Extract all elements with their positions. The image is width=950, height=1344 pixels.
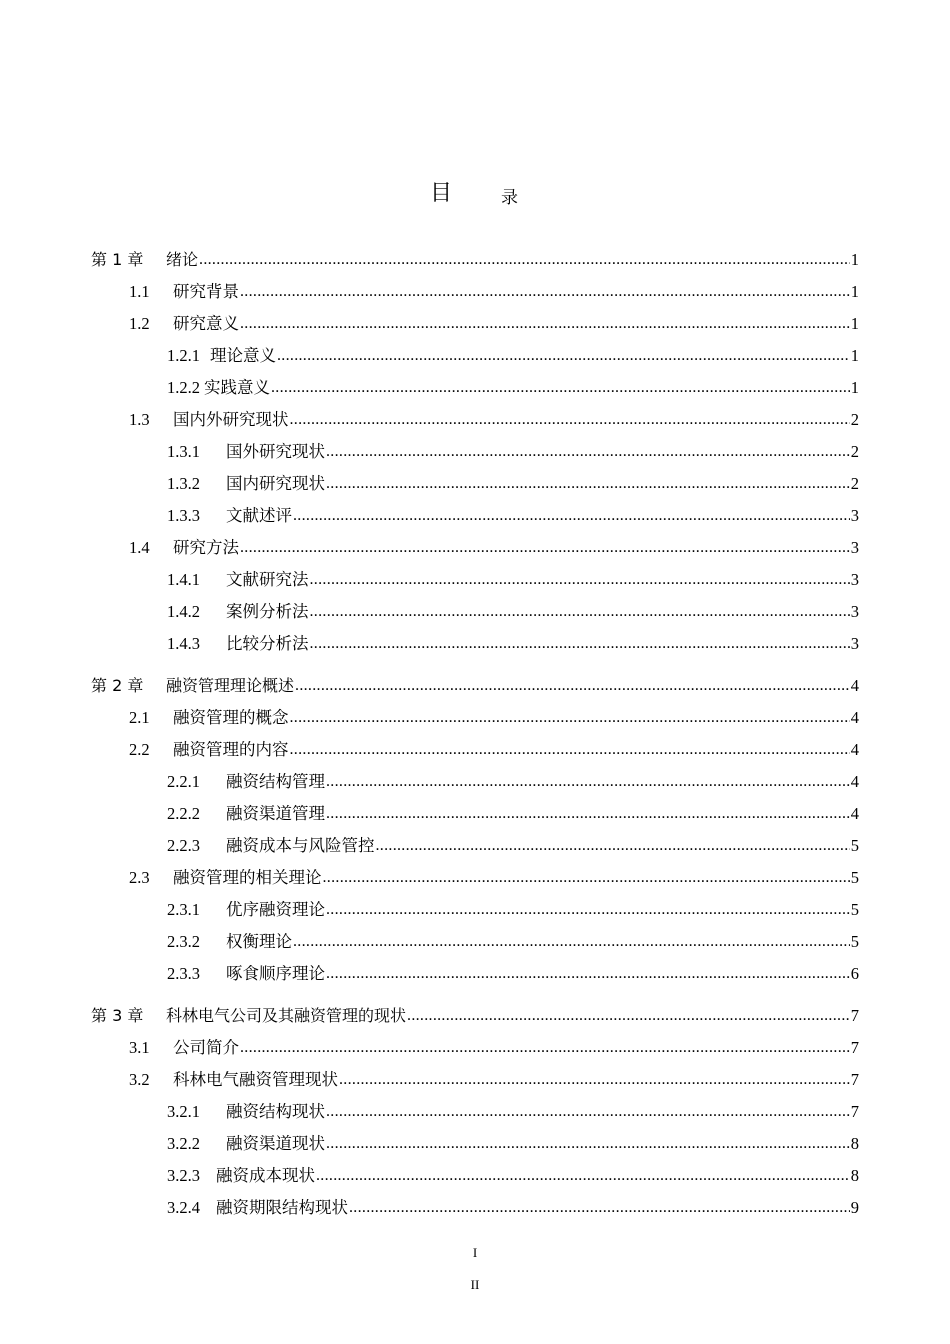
toc-dot-leader — [326, 900, 850, 920]
toc-entry-number: 1.1 — [129, 282, 150, 301]
toc-page-number: 4 — [850, 676, 859, 695]
toc-entry-title: 融资管理的相关理论 — [173, 868, 322, 887]
toc-page-number: 1 — [850, 282, 859, 301]
toc-dot-leader — [310, 602, 850, 622]
toc-dot-leader — [240, 314, 850, 334]
toc-page-number: 5 — [850, 900, 859, 919]
toc-entry-number: 3.2.3 — [167, 1166, 200, 1185]
toc-dot-leader — [290, 708, 850, 728]
toc-entry-number: 2.3.3 — [167, 964, 200, 983]
toc-section-entry[interactable] — [129, 534, 859, 558]
toc-page-number: 1 — [850, 314, 859, 333]
toc-section-entry[interactable] — [129, 864, 859, 888]
toc-entry-title: 理论意义 — [210, 346, 276, 365]
toc-subsection-entry[interactable] — [167, 1162, 859, 1186]
toc-entry-title: 研究意义 — [173, 314, 239, 333]
toc-page-number: 3 — [850, 602, 859, 621]
toc-entry-title: 融资成本与风险管控 — [226, 836, 375, 855]
toc-entry-number: 2.2 — [129, 740, 150, 759]
toc-entry-number: 2.3.1 — [167, 900, 200, 919]
toc-section-entry[interactable] — [129, 278, 859, 302]
toc-entry-number: 1.2 — [129, 314, 150, 333]
toc-subsection-entry[interactable] — [167, 598, 859, 622]
toc-entry-title: 案例分析法 — [226, 602, 309, 621]
toc-entry-number: 2.2.3 — [167, 836, 200, 855]
toc-dot-leader — [240, 538, 850, 558]
toc-entry-title: 研究背景 — [173, 282, 239, 301]
toc-dot-leader — [326, 964, 850, 984]
toc-entry-number: 1.3.1 — [167, 442, 200, 461]
page-number: I — [472, 1245, 478, 1260]
toc-entry-title: 融资管理理论概述 — [166, 676, 295, 695]
toc-entry-title: 国内外研究现状 — [173, 410, 289, 429]
toc-entry-title: 文献述评 — [226, 506, 292, 525]
toc-dot-leader — [326, 442, 850, 462]
toc-page-number: 7 — [850, 1102, 859, 1121]
toc-entry-title: 融资渠道现状 — [226, 1134, 325, 1153]
toc-entry-number: 2.3.2 — [167, 932, 200, 951]
toc-subsection-entry[interactable] — [167, 566, 859, 590]
toc-entry-number: 1.3 — [129, 410, 150, 429]
toc-dot-leader — [310, 634, 850, 654]
toc-entry-title: 实践意义 — [204, 378, 270, 397]
toc-entry-number: 1.4.1 — [167, 570, 200, 589]
toc-entry-number: 2.1 — [129, 708, 150, 727]
toc-entry-number: 第 1 章 — [91, 250, 144, 269]
toc-page-number: 5 — [850, 868, 859, 887]
toc-dot-leader — [407, 1006, 850, 1026]
toc-entry-number: 1.4.2 — [167, 602, 200, 621]
toc-page-number: 3 — [850, 506, 859, 525]
toc-subsection-entry[interactable] — [167, 502, 859, 526]
toc-heading-char-2: 录 — [501, 188, 518, 208]
toc-entry-title: 融资结构现状 — [226, 1102, 325, 1121]
toc-dot-leader — [316, 1166, 850, 1186]
toc-page-number: 2 — [850, 474, 859, 493]
toc-dot-leader — [240, 1038, 850, 1058]
toc-dot-leader — [240, 282, 850, 302]
toc-dot-leader — [349, 1198, 850, 1218]
toc-dot-leader — [277, 346, 850, 366]
toc-section-entry[interactable] — [129, 704, 859, 728]
toc-subsection-entry[interactable] — [167, 768, 859, 792]
toc-entry-number: 2.2.1 — [167, 772, 200, 791]
toc-entry-number: 3.2.2 — [167, 1134, 200, 1153]
toc-entry-title: 融资结构管理 — [226, 772, 325, 791]
toc-page-number: 6 — [850, 964, 859, 983]
toc-section-entry[interactable] — [129, 406, 859, 430]
toc-dot-leader — [376, 836, 850, 856]
toc-page-number: 4 — [850, 708, 859, 727]
toc-section-entry[interactable] — [129, 1066, 859, 1090]
toc-page-number: 3 — [850, 538, 859, 557]
toc-entry-title: 比较分析法 — [226, 634, 309, 653]
toc-dot-leader — [326, 1134, 850, 1154]
toc-subsection-entry[interactable] — [167, 1098, 859, 1122]
toc-entry-number: 3.1 — [129, 1038, 150, 1057]
toc-entry-title: 融资成本现状 — [216, 1166, 315, 1185]
toc-dot-leader — [323, 868, 850, 888]
toc-subsection-entry[interactable] — [167, 630, 859, 654]
toc-entry-title: 优序融资理论 — [226, 900, 325, 919]
toc-subsection-entry[interactable] — [167, 1130, 859, 1154]
toc-page-number: 9 — [850, 1198, 859, 1217]
toc-page-number: 2 — [850, 442, 859, 461]
toc-page-number: 8 — [850, 1166, 859, 1185]
toc-page-number: 7 — [850, 1038, 859, 1057]
toc-chapter-entry[interactable] — [91, 1002, 859, 1026]
toc-entry-title: 国外研究现状 — [226, 442, 325, 461]
toc-entry-number: 1.2.2 — [167, 378, 200, 397]
toc-entry-number: 1.3.3 — [167, 506, 200, 525]
toc-entry-number: 1.4.3 — [167, 634, 200, 653]
toc-entry-title: 融资渠道管理 — [226, 804, 325, 823]
toc-subsection-entry[interactable] — [167, 342, 859, 366]
toc-entry-title: 科林电气融资管理现状 — [173, 1070, 338, 1089]
toc-entry-title: 公司简介 — [173, 1038, 239, 1057]
toc-subsection-entry[interactable] — [167, 800, 859, 824]
toc-dot-leader — [339, 1070, 850, 1090]
toc-entry-title: 啄食顺序理论 — [226, 964, 325, 983]
toc-chapter-entry[interactable] — [91, 672, 859, 696]
toc-page-number: 5 — [850, 836, 859, 855]
toc-entry-number: 3.2.1 — [167, 1102, 200, 1121]
toc-page-number: 5 — [850, 932, 859, 951]
toc-page-number: 2 — [850, 410, 859, 429]
toc-subsection-entry[interactable] — [167, 896, 859, 920]
toc-section-entry[interactable] — [129, 736, 859, 760]
toc-dot-leader — [326, 772, 850, 792]
toc-entry-title: 权衡理论 — [226, 932, 292, 951]
toc-subsection-entry[interactable] — [167, 1194, 859, 1218]
toc-heading-char-1: 目 — [430, 181, 453, 206]
toc-dot-leader — [271, 378, 850, 398]
toc-entry-title: 国内研究现状 — [226, 474, 325, 493]
toc-page-number: 4 — [850, 772, 859, 791]
toc-page-number: 7 — [850, 1006, 859, 1025]
toc-page-number: 4 — [850, 804, 859, 823]
toc-heading — [0, 178, 950, 214]
toc-page-number: 4 — [850, 740, 859, 759]
toc-subsection-entry[interactable] — [167, 374, 859, 398]
toc-entry-number: 2.3 — [129, 868, 150, 887]
toc-entry-number: 2.2.2 — [167, 804, 200, 823]
toc-entry-title: 融资期限结构现状 — [216, 1198, 348, 1217]
toc-entry-number: 1.3.2 — [167, 474, 200, 493]
toc-dot-leader — [326, 474, 850, 494]
toc-dot-leader — [293, 932, 850, 952]
toc-entry-title: 研究方法 — [173, 538, 239, 557]
toc-page-number: 1 — [850, 250, 859, 269]
toc-dot-leader — [295, 676, 850, 696]
toc-subsection-entry[interactable] — [167, 960, 859, 984]
page-number-secondary: II — [470, 1277, 480, 1292]
toc-entry-title: 科林电气公司及其融资管理的现状 — [166, 1006, 407, 1025]
toc-dot-leader — [290, 410, 850, 430]
toc-page-number: 8 — [850, 1134, 859, 1153]
toc-entry-title: 融资管理的概念 — [173, 708, 289, 727]
toc-section-entry[interactable] — [129, 1034, 859, 1058]
toc-subsection-entry[interactable] — [167, 928, 859, 952]
toc-chapter-entry[interactable] — [91, 246, 859, 270]
toc-page-number: 7 — [850, 1070, 859, 1089]
toc-subsection-entry[interactable] — [167, 438, 859, 462]
toc-dot-leader — [310, 570, 850, 590]
toc-page-number: 3 — [850, 634, 859, 653]
toc-subsection-entry[interactable] — [167, 470, 859, 494]
toc-dot-leader — [293, 506, 850, 526]
toc-subsection-entry[interactable] — [167, 832, 859, 856]
toc-page-number: 3 — [850, 570, 859, 589]
toc-page-number: 1 — [850, 378, 859, 397]
toc-dot-leader — [326, 804, 850, 824]
toc-entry-number: 1.2.1 — [167, 346, 200, 365]
toc-page-number: 1 — [850, 346, 859, 365]
toc-dot-leader — [326, 1102, 850, 1122]
toc-entry-title: 文献研究法 — [226, 570, 309, 589]
toc-entry-number: 3.2.4 — [167, 1198, 200, 1217]
toc-dot-leader — [290, 740, 850, 760]
toc-entry-number: 第 3 章 — [91, 1006, 144, 1025]
toc-entry-title: 绪论 — [166, 250, 199, 269]
toc-entry-number: 第 2 章 — [91, 676, 144, 695]
toc-section-entry[interactable] — [129, 310, 859, 334]
toc-entry-number: 1.4 — [129, 538, 150, 557]
toc-entry-number: 3.2 — [129, 1070, 150, 1089]
toc-dot-leader — [199, 250, 850, 270]
toc-entry-title: 融资管理的内容 — [173, 740, 289, 759]
